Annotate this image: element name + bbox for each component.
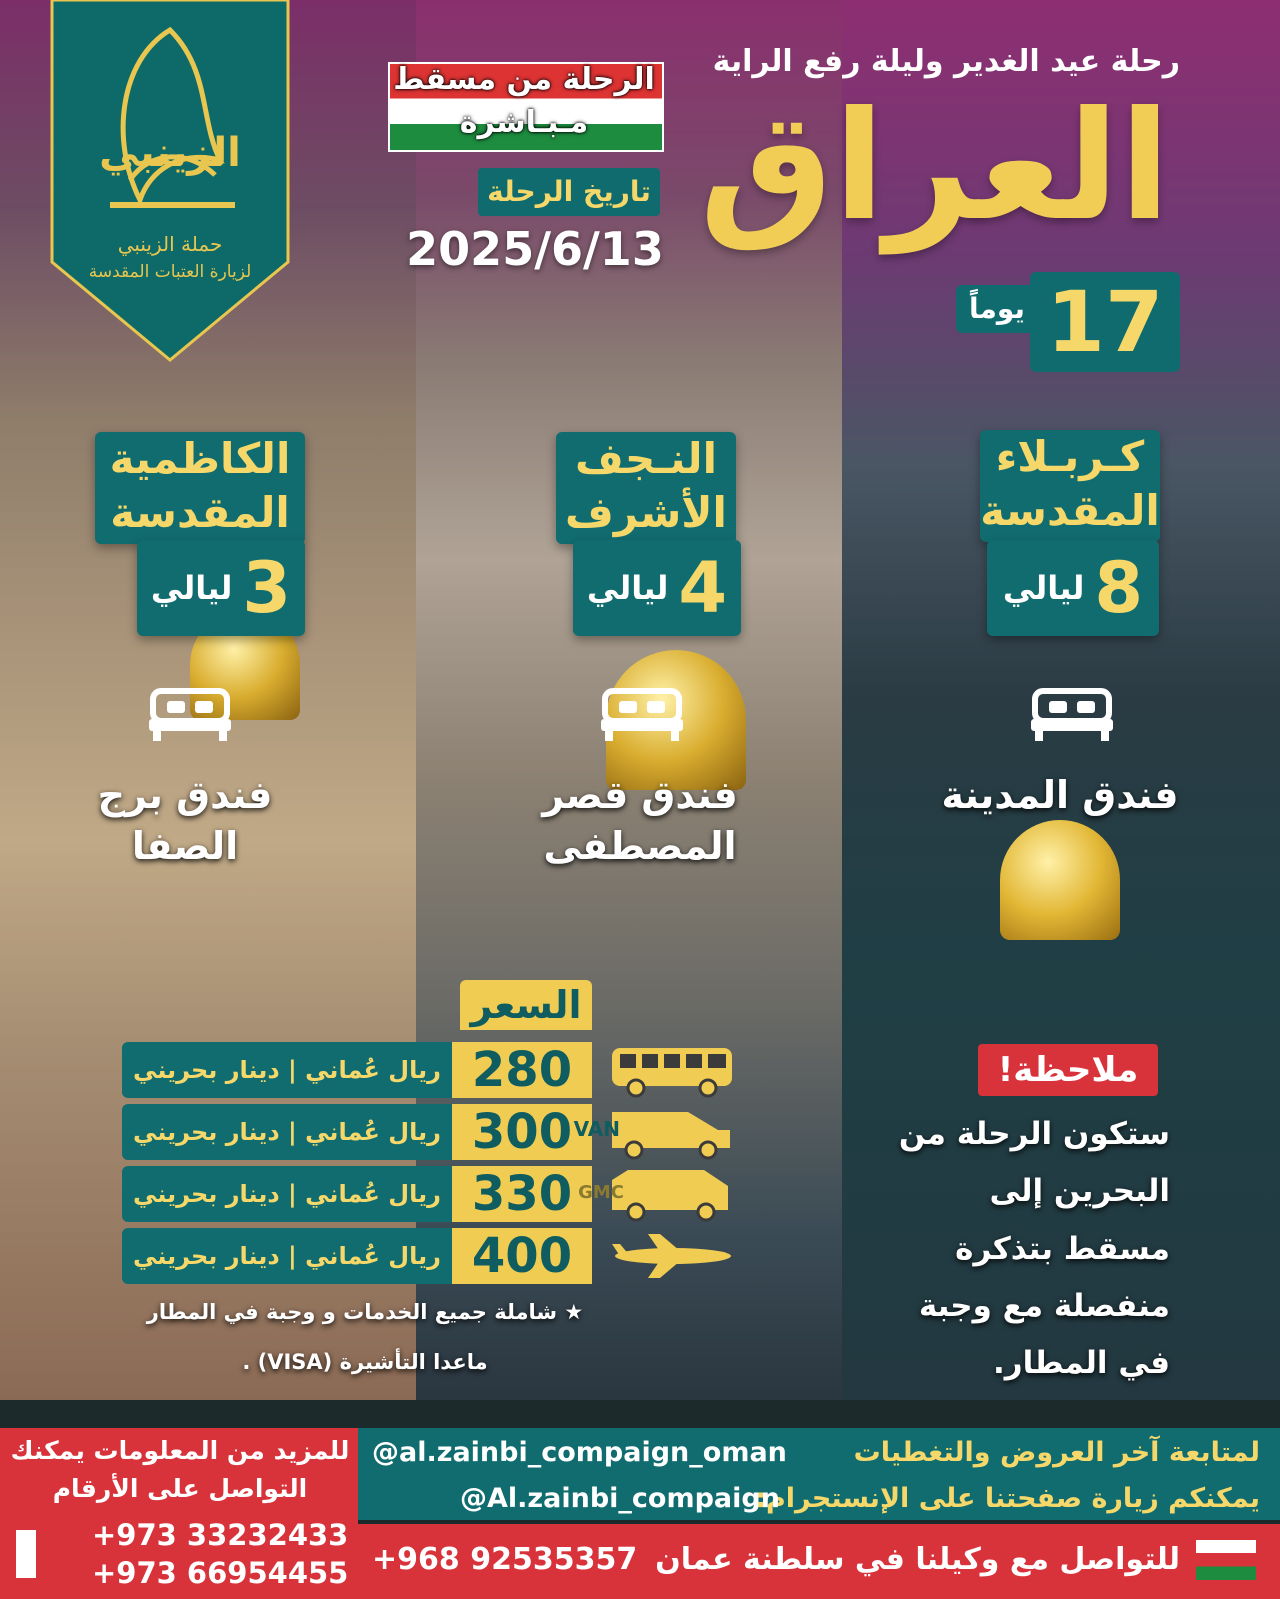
nights-najaf-number: 4 [678,547,728,629]
trip-subtitle: رحلة عيد الغدير وليلة رفع الراية [712,44,1180,79]
plane-icon [608,1228,738,1284]
gmc-icon [578,1166,738,1222]
info-line-1: للمزيد من المعلومات يمكنك [10,1436,350,1465]
price-footnote-1: ★ شاملة جميع الخدمات و وجبة في المطار [146,1300,584,1324]
price-value: 400 [452,1228,592,1284]
duration-number: 17 [1046,273,1164,371]
city-karbala [980,430,1160,542]
price-value: 300 [452,1104,592,1160]
note-title: ملاحظة! [978,1044,1158,1096]
date-label: تاريخ الرحلة [478,168,660,216]
price-currency: ريال عُماني | دينار بحريني [122,1166,452,1222]
van-icon [573,1104,738,1160]
bed-icon [145,683,235,743]
price-currency: ريال عُماني | دينار بحريني [122,1104,452,1160]
city-najaf-line2: الأشرف [565,488,727,537]
departure-line2: مـبـاشرة [459,105,589,140]
country-title: العراق [699,80,1171,254]
golden-dome-karbala [1000,820,1120,940]
hotel-najaf: فندق قصر المصطفى [542,773,738,869]
bed-icon [1027,683,1117,743]
info-line-2: التواصل على الأرقام [52,1474,308,1503]
city-najaf [556,432,736,544]
city-kadhimiya-line2: المقدسة [110,488,290,537]
city-karbala-line1: كـربـلاء [995,432,1145,481]
price-row [122,1104,592,1160]
price-title: السعر [460,980,592,1030]
oman-phone[interactable]: +968 92535357 [372,1542,638,1577]
nights-karbala-label: ليالي [1002,569,1085,607]
duration-unit: يوماً [956,285,1038,333]
price-footnote-2: ماعدا التأشيرة (VISA) . [242,1350,488,1374]
oman-flag-icon [1178,1540,1256,1580]
price-row [122,1042,592,1098]
bus-icon [608,1042,738,1098]
city-najaf-line1: النـجف [575,434,717,483]
bahrain-phone-2[interactable]: +973 66954455 [92,1556,349,1590]
bed-icon [597,683,687,743]
nights-karbala [987,540,1159,636]
price-value: 280 [452,1042,592,1098]
price-row [122,1166,592,1222]
departure-line1: الرحلة من مسقط [393,62,655,97]
gmc-label: GMC [578,1182,624,1203]
logo-shield [50,0,290,362]
city-karbala-line2: المقدسة [980,486,1160,535]
logo-tagline: لزيارة العتبات المقدسة [88,262,252,282]
date-value: 2025/6/13 [406,222,664,276]
price-value: 330 [452,1166,592,1222]
note-body: ستكون الرحلة من البحرين إلى مسقط بتذكرة منفصلة مع وجبة في المطار. [898,1116,1170,1382]
follow-label: لمتابعة آخر العروض والتغطيات [853,1437,1260,1468]
price-currency: ريال عُماني | دينار بحريني [122,1228,452,1284]
price-row [122,1228,592,1284]
city-kadhimiya [95,432,305,544]
nights-kadhimiya-number: 3 [242,547,292,629]
oman-contact-text: للتواصل مع وكيلنا في سلطنة عمان [655,1542,1180,1577]
price-currency: ريال عُماني | دينار بحريني [122,1042,452,1098]
logo-calligraphy: الزينبي [99,130,241,176]
nights-najaf [573,540,741,636]
insta-handle[interactable]: @Al.zainbi_compaign [460,1483,780,1514]
insta-label: يمكنكم زيارة صفحتنا على الإنستجرام: [755,1483,1260,1514]
nights-kadhimiya [137,540,305,636]
van-label: VAN [573,1117,620,1141]
hotel-karbala: فندق المدينة [941,773,1179,817]
bahrain-flag-icon [16,1530,82,1578]
hotel-kadhimiya: فندق برج الصفا [97,773,273,869]
nights-najaf-label: ليالي [586,569,669,607]
bahrain-phone-1[interactable]: +973 33232433 [92,1518,349,1552]
logo-name: حملة الزينبي [117,232,223,256]
nights-kadhimiya-label: ليالي [150,569,233,607]
nights-karbala-number: 8 [1094,547,1144,629]
city-kadhimiya-line1: الكاظمية [109,434,291,483]
follow-handle[interactable]: @al.zainbi_compaign_oman [372,1437,787,1468]
